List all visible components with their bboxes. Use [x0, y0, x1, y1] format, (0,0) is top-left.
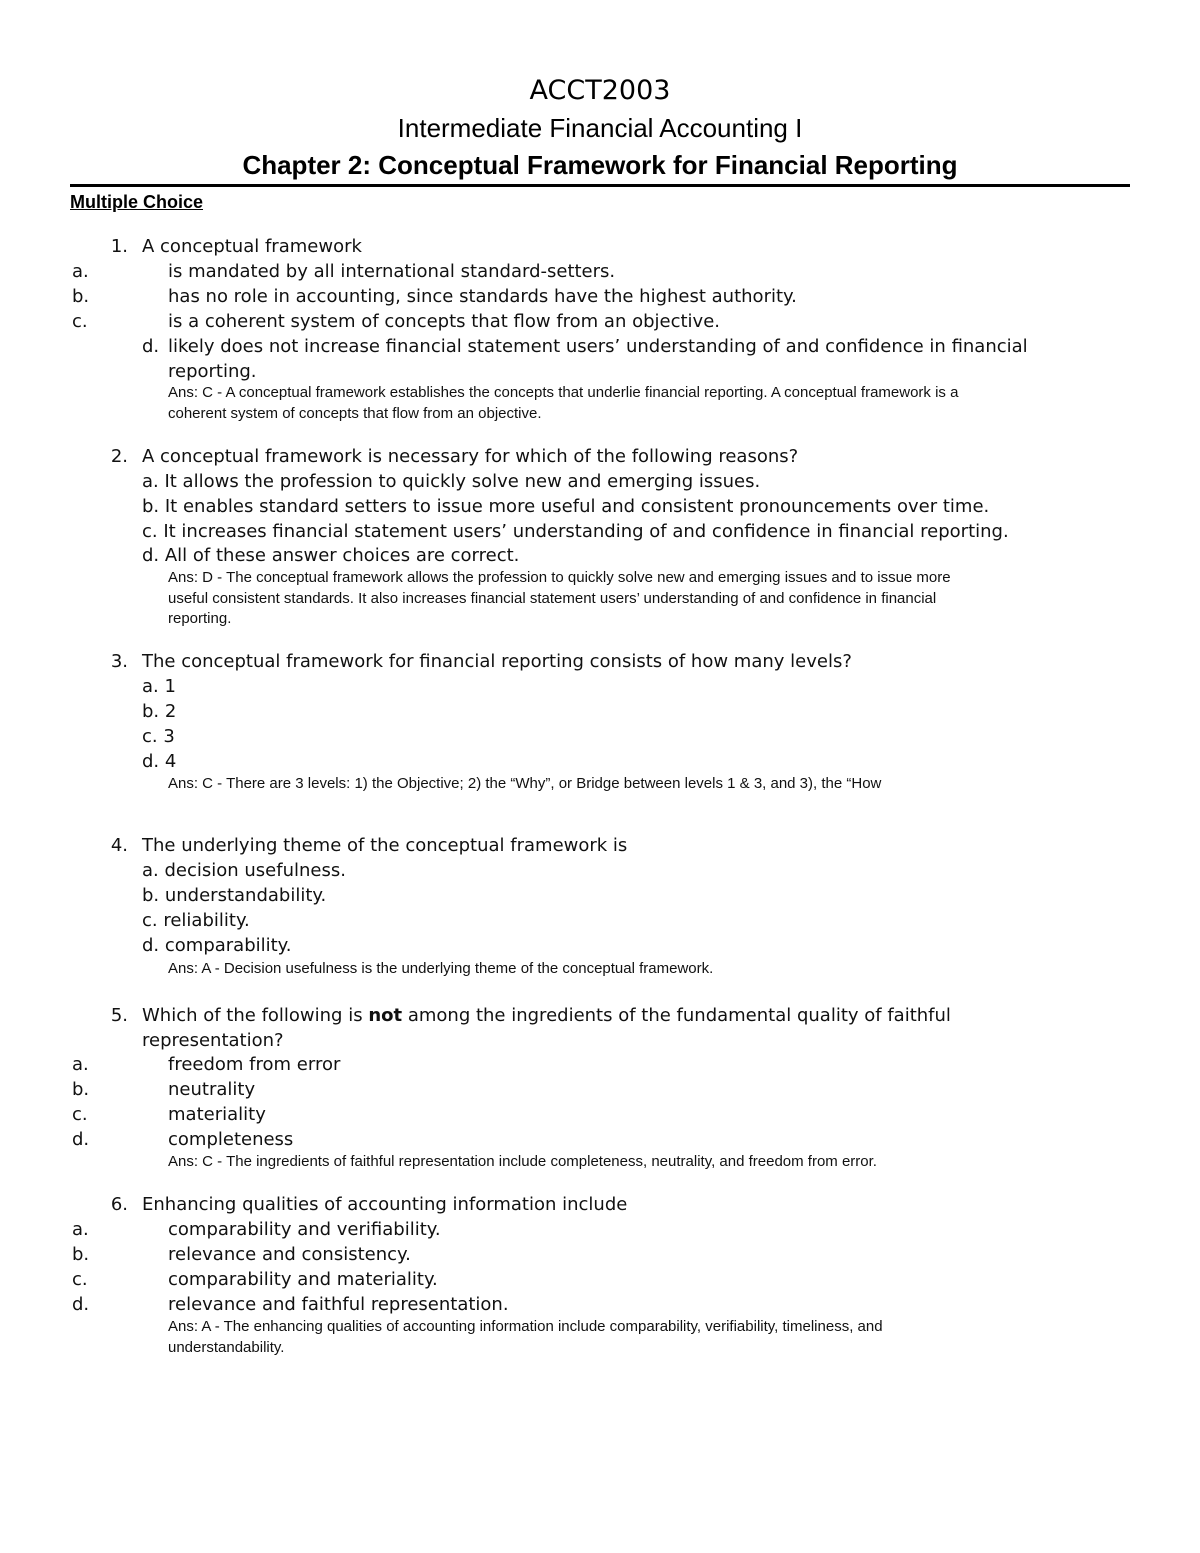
- answer-explanation: understandability.: [168, 1339, 285, 1356]
- course-code: ACCT2003: [529, 75, 671, 106]
- option: d. 4: [142, 751, 177, 772]
- answer-explanation: Ans: C - A conceptual framework establishes the concepts that underlie financial reporting. A conceptual framework is a: [168, 384, 959, 401]
- question-number: 1.: [110, 236, 128, 257]
- option: a. It allows the profession to quickly solve new and emerging issues.: [142, 471, 761, 492]
- question-number: 4.: [110, 835, 128, 856]
- question-number: 6.: [110, 1194, 128, 1215]
- option: a. 1: [142, 676, 176, 697]
- option-text: comparability and materiality.: [168, 1269, 438, 1290]
- question-number: 5.: [110, 1005, 128, 1026]
- question-number: 2.: [110, 446, 128, 467]
- question-stem: Which of the following is not among the ingredients of the fundamental quality of faithful: [142, 1005, 951, 1026]
- option-text: has no role in accounting, since standards have the highest authority.: [168, 286, 797, 307]
- answer-explanation: useful consistent standards. It also increases financial statement users’ understanding of and confidence in financial: [168, 590, 937, 607]
- option-letter: c.: [72, 1104, 88, 1125]
- option-text: is mandated by all international standard-setters.: [168, 261, 616, 282]
- option: d. comparability.: [142, 935, 292, 956]
- option: b. It enables standard setters to issue more useful and consistent pronouncements over time.: [142, 496, 990, 517]
- option-letter: b.: [72, 1244, 90, 1265]
- option-text: relevance and faithful representation.: [168, 1294, 509, 1315]
- question-stem: A conceptual framework is necessary for which of the following reasons?: [142, 446, 799, 467]
- option-text: completeness: [168, 1129, 294, 1150]
- answer-explanation: Ans: C - There are 3 levels: 1) the Objective; 2) the “Why”, or Bridge between levels 1 & 3, and 3), the “How: [168, 775, 882, 792]
- option-text: materiality: [168, 1104, 266, 1125]
- option: b. understandability.: [142, 885, 327, 906]
- emphasis-not: not: [368, 1005, 403, 1026]
- option-text: freedom from error: [168, 1054, 341, 1075]
- answer-explanation: coherent system of concepts that flow from an objective.: [168, 405, 542, 422]
- option-text: likely does not increase financial statement users’ understanding of and confidence in financial: [168, 336, 1028, 357]
- option: b. 2: [142, 701, 177, 722]
- option-letter: c.: [72, 311, 88, 332]
- answer-explanation: Ans: A - Decision usefulness is the underlying theme of the conceptual framework.: [168, 960, 714, 977]
- option: a. decision usefulness.: [142, 860, 346, 881]
- option-text: relevance and consistency.: [168, 1244, 411, 1265]
- option: c. 3: [142, 726, 175, 747]
- question-stem: The conceptual framework for financial reporting consists of how many levels?: [142, 651, 852, 672]
- option-text: comparability and verifiability.: [168, 1219, 441, 1240]
- question-stem: representation?: [142, 1030, 284, 1051]
- option-letter: d.: [72, 1294, 90, 1315]
- course-title: Intermediate Financial Accounting I: [397, 113, 803, 143]
- option-letter: b.: [72, 286, 90, 307]
- option: d. All of these answer choices are correct.: [142, 545, 520, 566]
- option-text: reporting.: [168, 361, 257, 382]
- answer-explanation: reporting.: [168, 610, 232, 627]
- question-stem: Enhancing qualities of accounting information include: [142, 1194, 628, 1215]
- option-letter: a.: [72, 1219, 89, 1240]
- option-letter: c.: [72, 1269, 88, 1290]
- option-letter: d.: [72, 1129, 90, 1150]
- option-letter: d.: [142, 336, 160, 357]
- option-text: neutrality: [168, 1079, 256, 1100]
- question-number: 3.: [110, 651, 128, 672]
- option-letter: a.: [72, 1054, 89, 1075]
- option: c. reliability.: [142, 910, 250, 931]
- answer-explanation: Ans: A - The enhancing qualities of accounting information include comparability, verifiability, timeliness, and: [168, 1318, 883, 1335]
- answer-explanation: Ans: D - The conceptual framework allows the profession to quickly solve new and emerging issues and to issue more: [168, 569, 951, 586]
- header-divider: [70, 184, 1130, 187]
- chapter-title: Chapter 2: Conceptual Framework for Financial Reporting: [242, 150, 958, 180]
- option: c. It increases financial statement users’ understanding of and confidence in financial reporting.: [142, 521, 1009, 542]
- section-heading: Multiple Choice: [70, 192, 204, 212]
- question-stem: The underlying theme of the conceptual framework is: [142, 835, 628, 856]
- option-text: is a coherent system of concepts that flow from an objective.: [168, 311, 721, 332]
- answer-explanation: Ans: C - The ingredients of faithful representation include completeness, neutrality, and freedom from error.: [168, 1153, 877, 1170]
- option-letter: a.: [72, 261, 89, 282]
- question-stem: A conceptual framework: [142, 236, 362, 257]
- option-letter: b.: [72, 1079, 90, 1100]
